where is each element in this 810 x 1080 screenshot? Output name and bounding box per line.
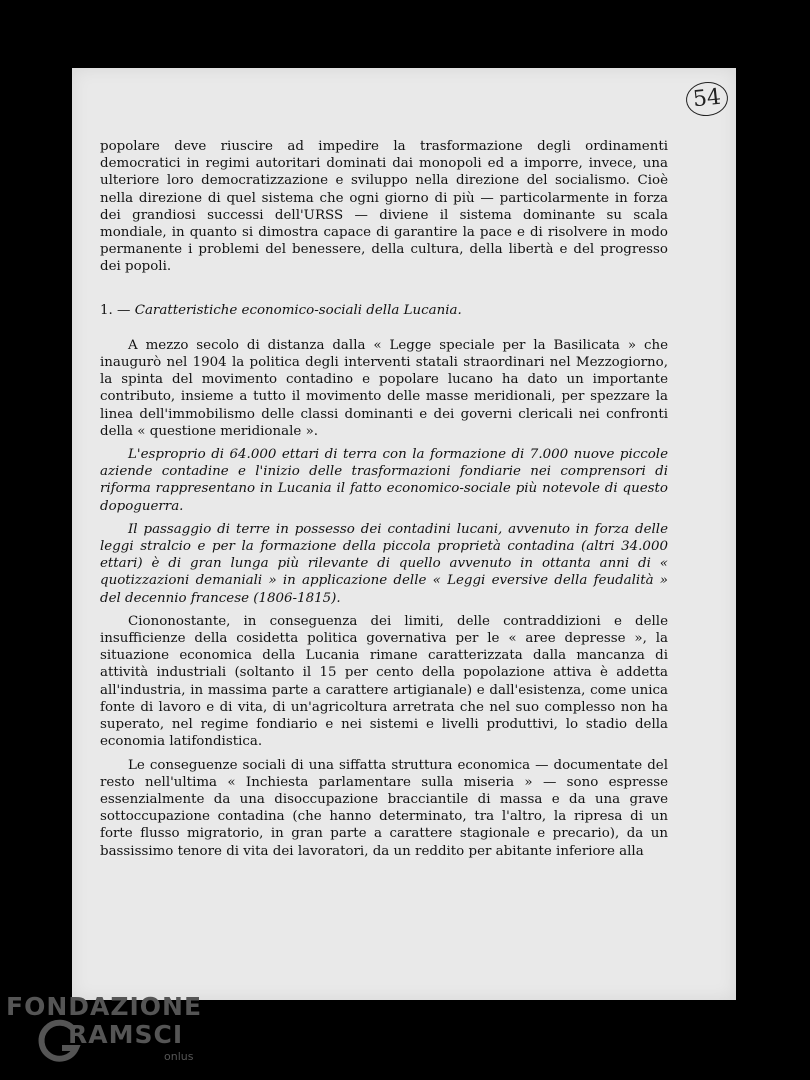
paragraph-conseguenze: Le conseguenze sociali di una siffatta struttura economica — documentate del resto nell'ultima « Inchiesta parlamentare sulla miseria » — sono espresse essenzialmente da una disoccupazione bracciantile di massa e da una grave sottoccupazione contadina (che hanno determinato, tra l'altro, la ripresa di un forte flusso migratorio, in gran parte a carattere stagionale e precario), da un bassissimo tenore di vita dei lavoratori, da un reddito per abitante inferiore alla bbox=[100, 757, 668, 859]
fondazione-gramsci-watermark bbox=[6, 992, 206, 1076]
watermark-suffix: onlus bbox=[164, 1050, 194, 1063]
section-number: 1. — bbox=[100, 302, 131, 318]
watermark-line2: RAMSCI bbox=[68, 1020, 184, 1049]
paragraph-passaggio: Il passaggio di terre in possesso dei contadini lucani, avvenuto in forza delle leggi stralcio e per la formazione della piccola proprietà contadina (altri 34.000 ettari) è di gran lunga più rilevante di quello avvenuto in ottanta anni di « quotizzazioni demaniali » in applicazione delle « Leggi eversive della feudalità » del decennio francese (1806-1815). bbox=[100, 521, 668, 606]
section-title: Caratteristiche economico-sociali della Lucania. bbox=[134, 302, 462, 318]
paragraph-ciononostante: Ciononostante, in conseguenza dei limiti, delle contraddizioni e delle insufficienze della cosidetta politica governativa per le « aree depresse », la situazione economica della Lucania rimane caratterizzata dalla mancanza di attività industriali (soltanto il 15 per cento della popolazione attiva è addetta all'industria, in massima parte a carattere artigianale) e dall'esistenza, come unica fonte di lavoro e di vita, di un'agricoltura arretrata che nel suo complesso non ha superato, nel regime fondiario e nei sistemi e livelli produttivi, lo stadio della economia latifondistica. bbox=[100, 613, 668, 750]
paragraph-esproprio: L'esproprio di 64.000 ettari di terra con la formazione di 7.000 nuove piccole aziende contadine e l'inizio delle trasformazioni fondiarie nei comprensori di riforma rappresentano in Lucania il fatto economico-sociale più notevole di questo dopoguerra. bbox=[100, 447, 668, 514]
paragraph-intro: popolare deve riuscire ad impedire la trasformazione degli ordinamenti democratici in regimi autoritari dominati dai monopoli ed a imporre, invece, una ulteriore loro democratizzazione e sviluppo nella direzione del socialismo. Cioè nella direzione di quel sistema che ogni giorno di più — particolarmente in forza dei grandiosi successi dell'URSS — diviene il sistema dominante su scala mondiale, in quanto si dimostra capace di garantire la pace e di risolvere in modo permanente i problemi del benessere, della cultura, della libertà e del progresso dei popoli. bbox=[100, 139, 668, 275]
section-heading bbox=[100, 302, 668, 319]
paragraph-legge-speciale: A mezzo secolo di distanza dalla « Legge speciale per la Basilicata » che inaugurò nel 1904 la politica degli interventi statali straordinari nel Mezzogiorno, la spinta del movimento contadino e popolare lucano ha dato un importante contributo, insieme a tutto il movimento delle masse meridionali, per spezzare la linea dell'immobilismo delle classi dominanti e dei governi clericali nei confronti della « questione meridionale ». bbox=[100, 337, 668, 439]
watermark-line1: FONDAZIONE bbox=[6, 992, 203, 1021]
body-text bbox=[100, 138, 668, 860]
page-number: 54 bbox=[684, 80, 729, 118]
